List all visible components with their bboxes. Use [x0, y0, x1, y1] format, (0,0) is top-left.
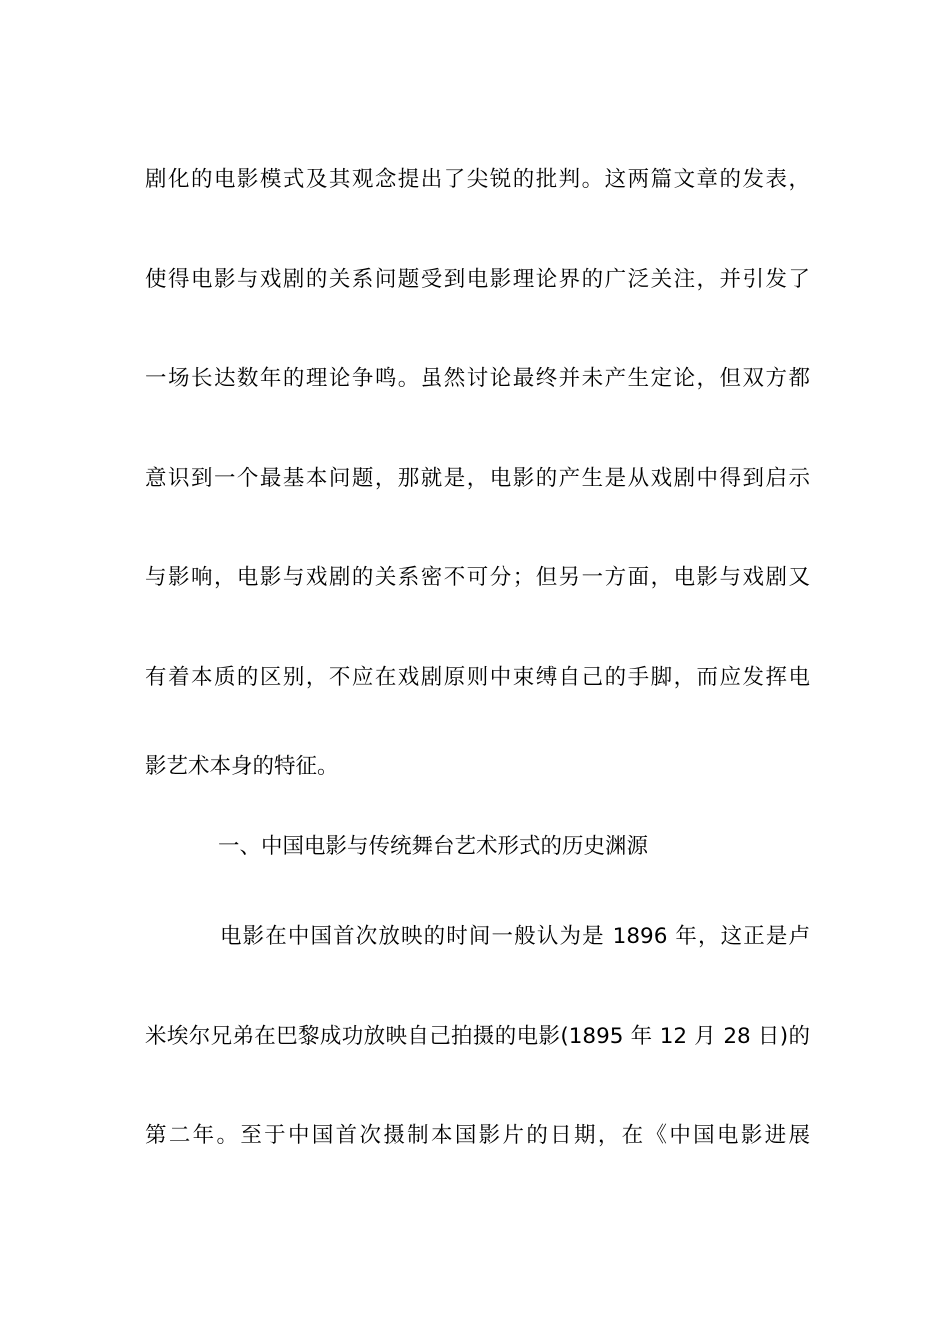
paragraph-line: 第二年。至于中国首次摄制本国影片的日期，在《中国电影进展 [145, 1123, 810, 1148]
paragraph-line: 与影响，电影与戏剧的关系密不可分；但另一方面，电影与戏剧又 [145, 565, 810, 590]
paragraph-line: 使得电影与戏剧的关系问题受到电影理论界的广泛关注，并引发了 [145, 266, 810, 292]
paragraph-line: 米埃尔兄弟在巴黎成功放映自己拍摄的电影(1895 年 12 月 28 日)的 [145, 1023, 810, 1049]
paragraph-line: 影艺术本身的特征。 [145, 754, 339, 779]
paragraph-line: 意识到一个最基本问题，那就是，电影的产生是从戏剧中得到启示 [145, 465, 810, 491]
paragraph-line: 剧化的电影模式及其观念提出了尖锐的批判。这两篇文章的发表， [145, 167, 810, 192]
paragraph-line: 一场长达数年的理论争鸣。虽然讨论最终并未产生定论，但双方都 [145, 366, 810, 391]
body-text [145, 130, 810, 1186]
paragraph-line: 电影在中国首次放映的时间一般认为是 1896 年，这正是卢 [220, 924, 810, 949]
section-heading: 一、中国电影与传统舞台艺术形式的历史渊源 [218, 834, 649, 859]
paragraph-line: 有着本质的区别，不应在戏剧原则中束缚自己的手脚，而应发挥电 [145, 664, 810, 690]
